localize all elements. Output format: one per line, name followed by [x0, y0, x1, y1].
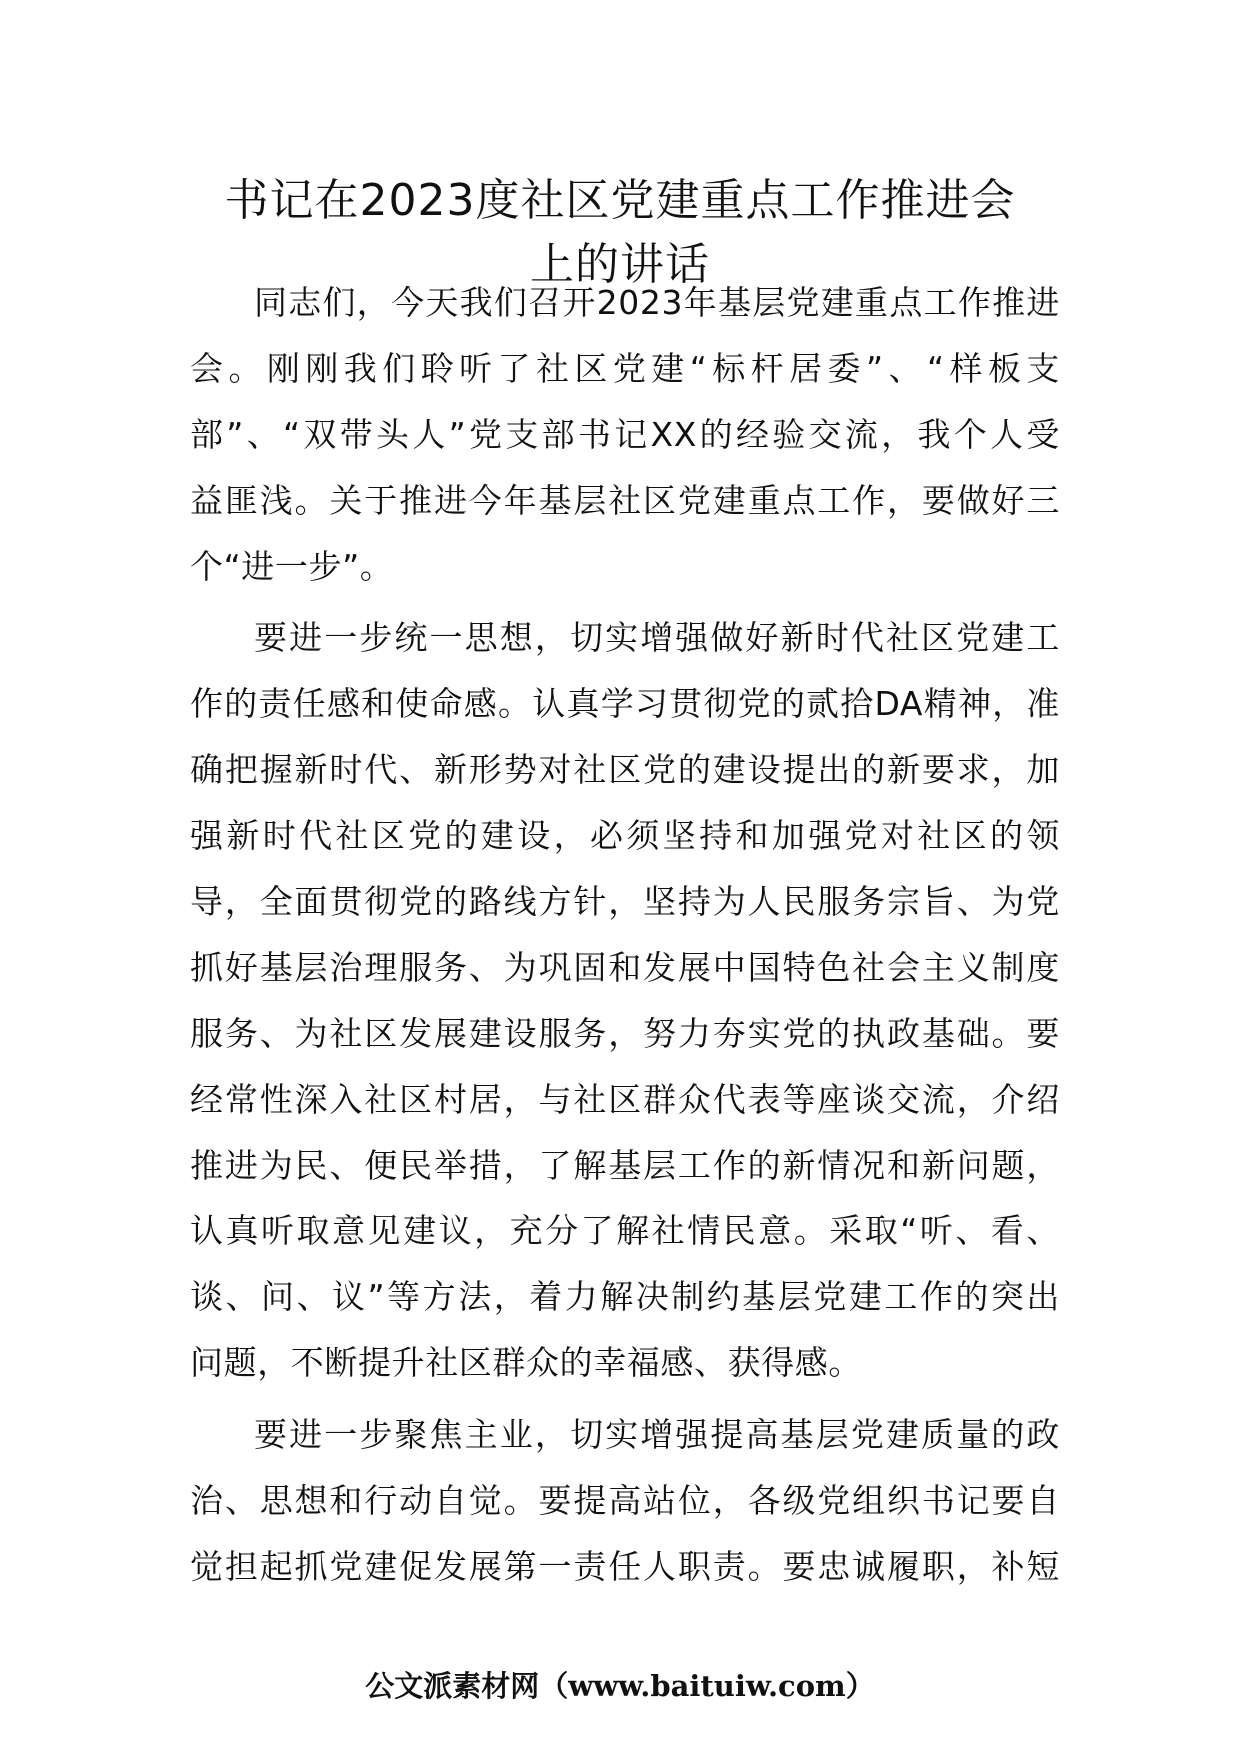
paragraph-1-line: 个“进一步”。 [190, 546, 394, 586]
paragraph-3-line: 治、思想和行动自觉。要提高站位，各级党组织书记要自 [190, 1481, 1060, 1521]
document-title-line-2: 上的讲话 [530, 239, 710, 290]
paragraph-3-line: 要进一步聚焦主业，切实增强提高基层党建质量的政 [254, 1415, 1060, 1455]
document-title-line-1: 书记在2023度社区党建重点工作推进会 [224, 175, 1016, 226]
paragraph-1-line: 同志们，今天我们召开2023年基层党建重点工作推进 [254, 283, 1060, 322]
paragraph-1-line: 益匪浅。关于推进今年基层社区党建重点工作，要做好三 [190, 480, 1060, 520]
paragraph-2-line: 导，全面贯彻党的路线方针，坚持为人民服务宗旨、为党 [190, 882, 1060, 922]
paragraph-1-line: 部”、“双带头人”党支部书记XX的经验交流，我个人受 [190, 414, 1060, 454]
paragraph-2-line: 抓好基层治理服务、为巩固和发展中国特色社会主义制度 [190, 947, 1060, 987]
document-body [190, 270, 1060, 1600]
paragraph-2-line: 强新时代社区党的建设，必须坚持和加强党对社区的领 [190, 816, 1060, 856]
paragraph-3-line: 觉担起抓党建促发展第一责任人职责。要忠诚履职，补短 [190, 1546, 1060, 1586]
paragraph-2-line: 推进为民、便民举措，了解基层工作的新情况和新问题， [190, 1145, 1060, 1185]
page-footer-watermark: 公文派素材网（www.baituiw.com） [365, 1669, 875, 1703]
paragraph-2-line: 问题，不断提升社区群众的幸福感、获得感。 [190, 1343, 862, 1383]
paragraph-2-line: 认真听取意见建议，充分了解社情民意。采取“听、看、 [190, 1211, 1060, 1251]
paragraph-2-line: 服务、为社区发展建设服务，努力夯实党的执政基础。要 [190, 1013, 1060, 1053]
paragraph-1-line: 会。刚刚我们聆听了社区党建“标杆居委”、“样板支 [190, 348, 1060, 388]
paragraph-2-line: 要进一步统一思想，切实增强做好新时代社区党建工 [254, 618, 1060, 658]
paragraph-2-line: 谈、问、议”等方法，着力解决制约基层党建工作的突出 [190, 1277, 1060, 1317]
paragraph-2-line: 经常性深入社区村居，与社区群众代表等座谈交流，介绍 [190, 1079, 1060, 1119]
paragraph-2-line: 作的责任感和使命感。认真学习贯彻党的贰拾DA精神，准 [190, 684, 1060, 724]
paragraph-2-line: 确把握新时代、新形势对社区党的建设提出的新要求，加 [190, 750, 1060, 790]
